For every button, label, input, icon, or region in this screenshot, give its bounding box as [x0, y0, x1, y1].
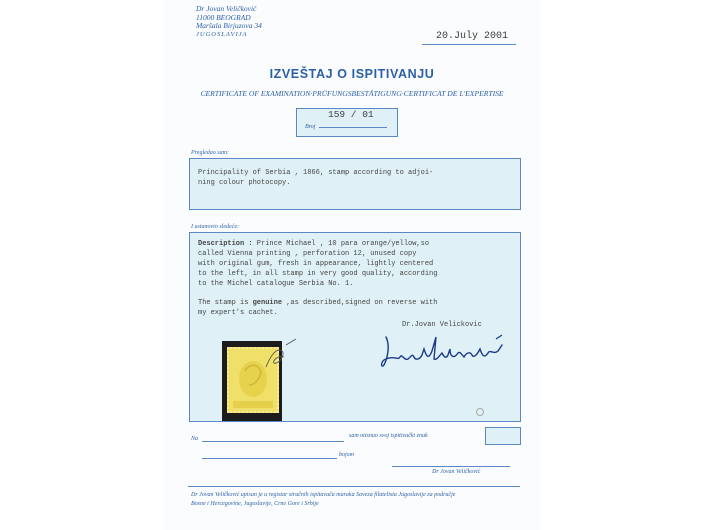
- number-underline: [319, 127, 387, 128]
- examined-label: Pregledao sam:: [191, 150, 229, 156]
- cachet-mark: [476, 408, 484, 416]
- na-line: [202, 441, 344, 442]
- description-line: to the left, in all stamp in very good quality, according: [198, 270, 438, 278]
- sign-line: [392, 466, 510, 467]
- genuine-line-2: my expert's cachet.: [198, 309, 278, 317]
- certificate-date: 20.July 2001: [436, 31, 509, 42]
- signer-name: Dr.Jovan Velickovic: [402, 321, 482, 329]
- genuine-suffix: ,as described,signed on reverse with: [282, 299, 438, 307]
- signer-footer-label: Dr Jovan Veličković: [432, 469, 481, 475]
- pencil-mark: [262, 337, 302, 377]
- color-line: [202, 458, 337, 459]
- address-line: Dr Jovan Veličković: [196, 4, 257, 13]
- certificate-title: IZVEŠTAJ O ISPITIVANJU: [269, 67, 435, 81]
- examined-line: ning colour photocopy.: [198, 179, 291, 187]
- stamped-label: sam otisnuo svoj ispitivački znak: [349, 433, 428, 439]
- issuer-address: [196, 5, 262, 39]
- footer-separator: [188, 486, 520, 487]
- color-label: bojom: [339, 452, 354, 458]
- examined-box: [189, 158, 521, 210]
- date-underline: [422, 44, 516, 45]
- description-label: Description :: [198, 240, 253, 248]
- genuine-line: [198, 298, 437, 308]
- examined-line: Principality of Serbia , 1866, stamp according to adjoi-: [198, 169, 434, 177]
- description-line: with original gum, fresh in appearance, lightly centered: [198, 260, 434, 268]
- description-line: to the Michel catalogue Serbia No. 1.: [198, 280, 354, 288]
- certificate-number: 159 / 01: [328, 109, 374, 120]
- expert-signature: [378, 331, 518, 373]
- na-label: Na: [191, 436, 199, 442]
- description-line: called Vienna printing , perforation 12, unused copy: [198, 250, 417, 258]
- mark-box: [485, 427, 521, 445]
- footer-note-line: Bosne i Hercegovine, Jugoslavije, Crne Gore i Srbije: [191, 501, 319, 507]
- footer-note-line: Dr Jovan Veličković upisan je u registar stručnih ispitavača maraka Saveza filatelista Jugoslavije za područje: [191, 492, 456, 498]
- number-box: [296, 108, 398, 137]
- address-line: Maršala Birjuzova 34: [196, 21, 262, 30]
- certificate-subtitle: CERTIFICATE OF EXAMINATION·PRÜFUNGSBESTÄTIGUNG·CERTIFICAT DE L'EXPERTISE: [200, 89, 504, 98]
- established-label: I ustanovio sledeće:: [191, 224, 239, 230]
- address-line: 11000 BEOGRAD: [196, 12, 251, 22]
- footer-note: [191, 491, 521, 509]
- genuine-word: genuine: [252, 299, 283, 307]
- address-line: JUGOSLAVIJA: [196, 30, 248, 38]
- genuine-prefix: The stamp is: [198, 299, 253, 307]
- description-text: Prince Michael , 10 para orange/yellow,so: [252, 240, 430, 248]
- number-label: Broj: [305, 124, 316, 130]
- established-box: [189, 232, 521, 422]
- certificate-page: [164, 0, 540, 530]
- description-line-1: [198, 239, 429, 249]
